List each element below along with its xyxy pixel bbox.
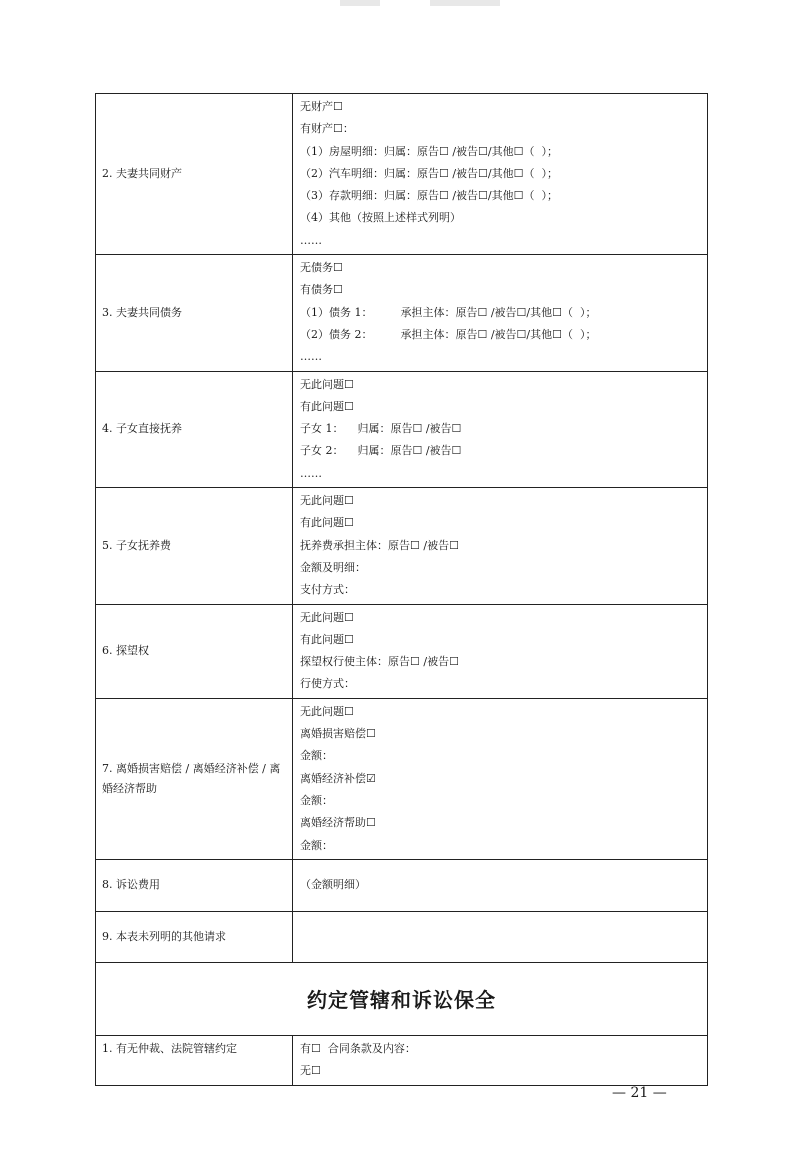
content-line: 离婚经济帮助☐ (300, 816, 376, 830)
row-content (293, 1035, 708, 1085)
content-line: 行使方式： (300, 677, 355, 691)
row-content (293, 859, 708, 911)
content-line: 无☐ (300, 1064, 321, 1078)
content-line: 金额： (300, 749, 333, 763)
table-row (96, 698, 708, 859)
table-row (96, 859, 708, 911)
table-row (96, 1035, 708, 1085)
content-line: 有此问题☐ (300, 516, 354, 530)
section-header-row (96, 962, 708, 1035)
content-line: （金额明细） (300, 878, 366, 892)
row-content (293, 371, 708, 487)
content-line: …… (300, 350, 322, 364)
content-line: 无财产☐ (300, 100, 343, 113)
row-content (293, 698, 708, 859)
row-label: 1. 有无仲裁、法院管辖约定 (96, 1035, 293, 1085)
content-line: （2）债务 2： 承担主体：原告☐ /被告☐/其他☐（ ）； (300, 327, 597, 341)
content-line: 有☐ 合同条款及内容： (300, 1042, 416, 1055)
content-line: （4）其他（按照上述样式列明） (300, 211, 461, 225)
content-line: 支付方式： (300, 583, 355, 597)
content-line: 无此问题☐ (300, 494, 354, 508)
content-line: 子女 2： 归属：原告☐ /被告☐ (300, 444, 462, 458)
content-line: …… (300, 466, 322, 480)
content-line: 探望权行使主体：原告☐ /被告☐ (300, 655, 459, 669)
scan-artifact (430, 0, 500, 6)
page-number: — 21 — (612, 1085, 667, 1101)
row-label: 8. 诉讼费用 (96, 859, 293, 911)
content-line: 无此问题☐ (300, 610, 354, 624)
content-line: 有此问题☐ (300, 632, 354, 646)
row-label: 9. 本表未列明的其他请求 (96, 911, 293, 962)
content-line: 有债务☐ (300, 283, 343, 297)
content-line: 金额： (300, 838, 333, 852)
row-content (293, 255, 708, 371)
row-label: 2. 夫妻共同财产 (96, 94, 293, 255)
content-line: 离婚经济补偿☑ (300, 771, 376, 785)
row-content (293, 94, 708, 255)
content-line: 子女 1： 归属：原告☐ /被告☐ (300, 422, 462, 436)
table-row (96, 94, 708, 255)
row-label: 3. 夫妻共同债务 (96, 255, 293, 371)
content-line: 有此问题☐ (300, 399, 354, 413)
row-content (293, 488, 708, 604)
scan-artifact (340, 0, 380, 6)
table-row (96, 371, 708, 487)
table-row (96, 911, 708, 962)
row-content (293, 604, 708, 698)
content-line: 金额及明细： (300, 560, 366, 574)
content-line: （3）存款明细：归属：原告☐ /被告☐/其他☐（ ）； (300, 189, 558, 203)
content-line: （1）债务 1： 承担主体：原告☐ /被告☐/其他☐（ ）； (300, 305, 597, 319)
content-line: （1）房屋明细：归属：原告☐ /被告☐/其他☐（ ）； (300, 144, 558, 158)
table-row (96, 604, 708, 698)
content-line: …… (300, 233, 322, 247)
table-row (96, 488, 708, 604)
content-line: 无此问题☐ (300, 704, 354, 718)
row-label: 4. 子女直接抚养 (96, 371, 293, 487)
complaint-form-table (95, 93, 708, 1086)
row-label: 6. 探望权 (96, 604, 293, 698)
section-title: 约定管辖和诉讼保全 (96, 962, 708, 1035)
table-row (96, 255, 708, 371)
row-content (293, 911, 708, 962)
content-line: 无债务☐ (300, 261, 343, 275)
content-line: （2）汽车明细：归属：原告☐ /被告☐/其他☐（ ）； (300, 166, 558, 180)
content-line: 离婚损害赔偿☐ (300, 727, 376, 741)
content-line: 抚养费承担主体：原告☐ /被告☐ (300, 538, 459, 552)
row-label: 7. 离婚损害赔偿 / 离婚经济补偿 / 离婚经济帮助 (96, 698, 293, 859)
content-line: 金额： (300, 793, 333, 807)
content-line: 有财产☐： (300, 122, 354, 136)
content-line: 无此问题☐ (300, 377, 354, 391)
row-label: 5. 子女抚养费 (96, 488, 293, 604)
